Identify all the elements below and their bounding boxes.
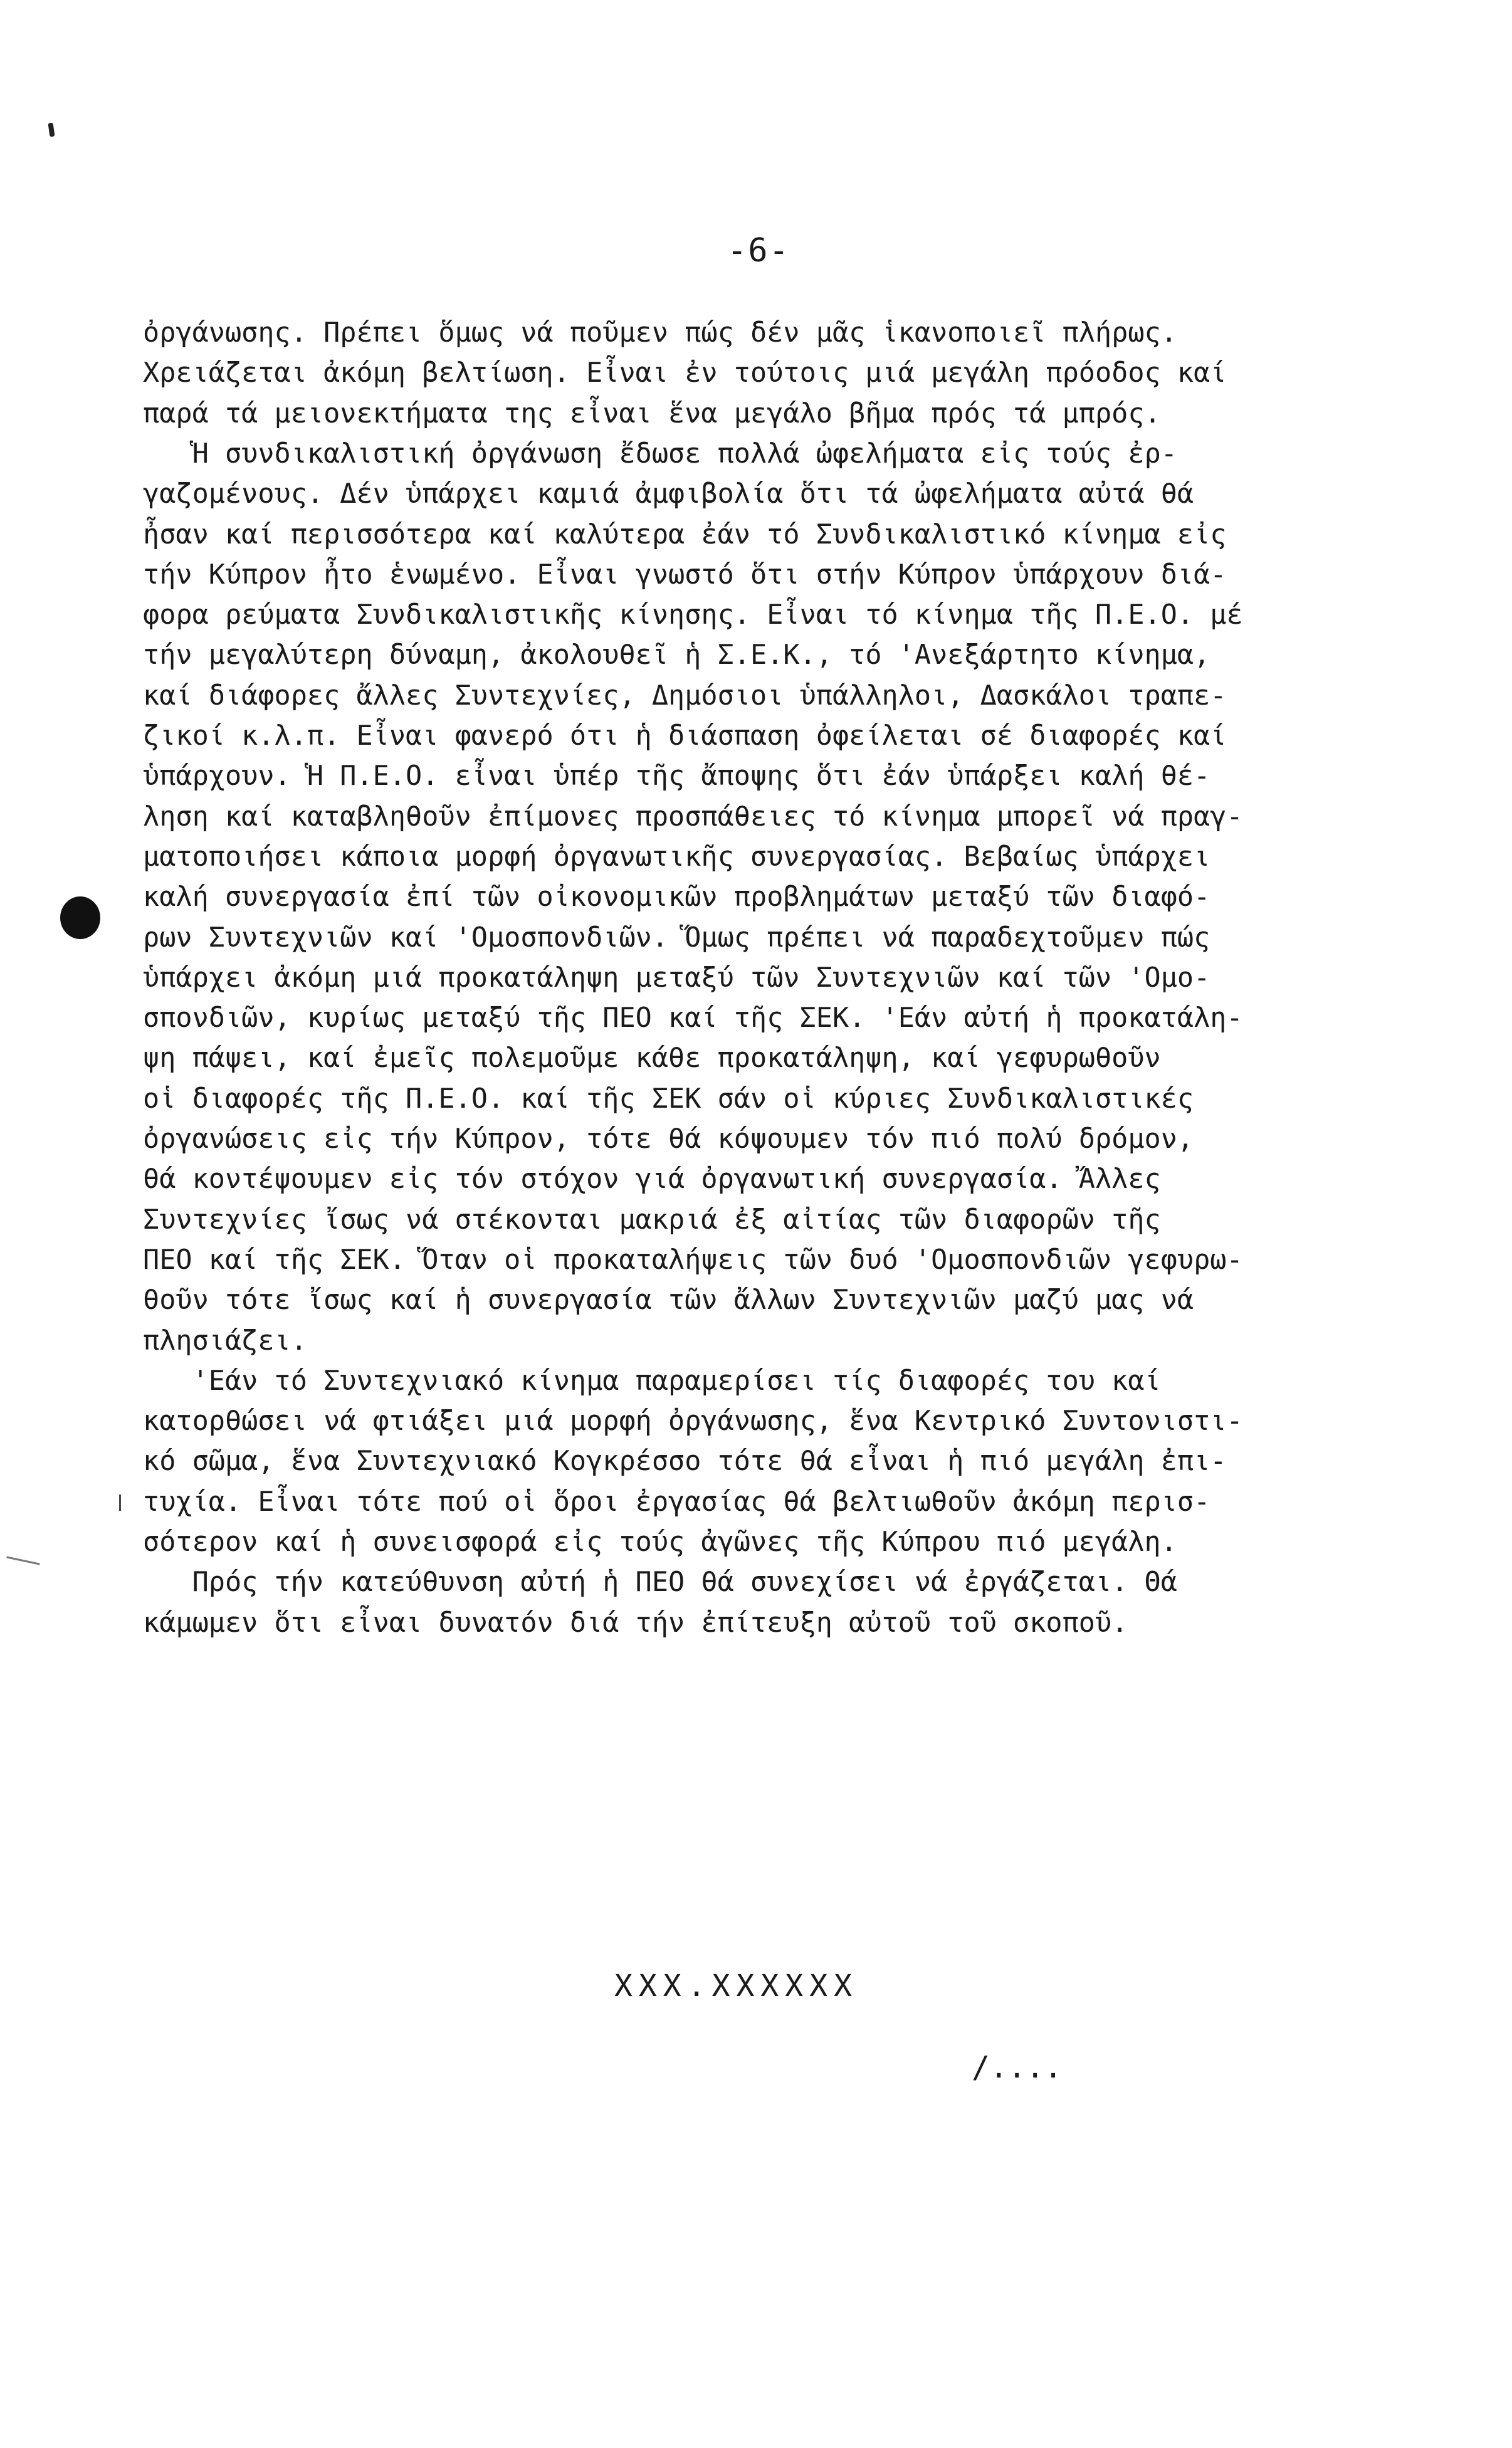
margin-mark xyxy=(6,1556,39,1565)
text-line: φορα ρεύματα Συνδικαλιστικῆς κίνησης. Εἶναι τό κίνημα τῆς Π.Ε.Ο. μέ xyxy=(143,599,1243,631)
text-line: ὀργάνωσης. Πρέπει ὅμως νά ποῦμεν πώς δέν μᾶς ἱκανοποιεῖ πλήρως. xyxy=(143,317,1177,349)
text-line: ΠΕΟ καί τῆς ΣΕΚ. Ὅταν οἱ προκαταλήψεις τῶν δυό 'Ομοσπονδιῶν γεφυρω- xyxy=(143,1244,1243,1276)
text-line: ζικοί κ.λ.π. Εἶναι φανερό ότι ἡ διάσπαση ὀφείλεται σέ διαφορές καί xyxy=(143,720,1227,752)
text-line: Ἡ συνδικαλιστική ὀργάνωση ἔδωσε πολλά ὠφελήματα εἰς τούς ἐρ- xyxy=(143,438,1177,470)
text-line: 'Εάν τό Συντεχνιακό κίνημα παραμερίσει τίς διαφορές του καί xyxy=(143,1365,1161,1397)
text-line: σπονδιῶν, κυρίως μεταξύ τῆς ΠΕΟ καί τῆς ΣΕΚ. 'Εάν αὐτή ἡ προκατάλη- xyxy=(143,1002,1243,1034)
continued-marker: /.... xyxy=(972,2050,1063,2085)
text-line: κάμωμεν ὅτι εἶναι δυνατόν διά τήν ἐπίτευξη αὐτοῦ τοῦ σκοποῦ. xyxy=(143,1607,1128,1639)
text-line: γαζομένους. Δέν ὑπάρχει καμιά ἀμφιβολία ὅτι τά ὠφελήματα αὐτά θά xyxy=(143,478,1194,510)
text-line: καί διάφορες ἄλλες Συντεχνίες, Δημόσιοι ὑπάλληλοι, Δασκάλοι τραπε- xyxy=(143,680,1227,712)
text-line: παρά τά μειονεκτήματα της εἶναι ἕνα μεγάλο βῆμα πρός τά μπρός. xyxy=(143,397,1161,429)
text-line: ὀργανώσεις εἰς τήν Κύπρον, τότε θά κόψουμεν τόν πιό πολύ δρόμον, xyxy=(143,1123,1194,1155)
text-line: ὑπάρχει ἀκόμη μιά προκατάληψη μεταξύ τῶν Συντεχνιῶν καί τῶν 'Ομο- xyxy=(143,962,1210,994)
text-line: Χρειάζεται ἀκόμη βελτίωση. Εἶναι ἐν τούτοις μιά μεγάλη πρόοδος καί xyxy=(143,357,1227,389)
text-line: Συντεχνίες ἴσως νά στέκονται μακριά ἐξ αἰτίας τῶν διαφορῶν τῆς xyxy=(143,1204,1161,1236)
margin-tick xyxy=(119,1495,121,1511)
text-line: ρων Συντεχνιῶν καί 'Ομοσπονδιῶν. Ὅμως πρέπει νά παραδεχτοῦμεν πώς xyxy=(143,922,1210,953)
text-line: θοῦν τότε ἴσως καί ἡ συνεργασία τῶν ἄλλων Συντεχνιῶν μαζύ μας νά xyxy=(143,1284,1194,1316)
section-end-marks: XXX.XXXXXX xyxy=(614,1968,858,2004)
text-line: θά κοντέψουμεν εἰς τόν στόχον γιά ὀργανωτική συνεργασία. Ἄλλες xyxy=(143,1164,1161,1195)
text-line: ψη πάψει, καί ἐμεῖς πολεμοῦμε κάθε προκατάληψη, καί γεφυρωθοῦν xyxy=(143,1043,1161,1074)
text-line: Πρός τήν κατεύθυνση αὐτή ἡ ΠΕΟ θά συνεχίσει νά ἐργάζεται. Θά xyxy=(143,1567,1177,1599)
page-number: -6- xyxy=(727,232,790,270)
text-line: κατορθώσει νά φτιάξει μιά μορφή ὀργάνωσης, ἕνα Κεντρικό Συντονιστι- xyxy=(143,1405,1243,1437)
text-line: τυχία. Εἶναι τότε πού οἱ ὅροι ἐργασίας θά βελτιωθοῦν ἀκόμη περισ- xyxy=(143,1486,1210,1518)
punch-hole xyxy=(60,896,100,939)
text-line: ὑπάρχουν. Ἡ Π.Ε.Ο. εἶναι ὑπέρ τῆς ἄποψης ὅτι ἐάν ὑπάρξει καλή θέ- xyxy=(143,760,1210,792)
text-line: οἱ διαφορές τῆς Π.Ε.Ο. καί τῆς ΣΕΚ σάν οἱ κύριες Συνδικαλιστικές xyxy=(143,1083,1194,1115)
text-line: ληση καί καταβληθοῦν ἐπίμονες προσπάθειες τό κίνημα μπορεῖ νά πραγ- xyxy=(143,801,1243,833)
ink-speck xyxy=(48,123,55,137)
text-line: σότερον καί ἡ συνεισφορά εἰς τούς ἀγῶνες τῆς Κύπρου πιό μεγάλη. xyxy=(143,1526,1177,1558)
text-line: τήν μεγαλύτερη δύναμη, ἀκολουθεῖ ἡ Σ.Ε.Κ., τό 'Ανεξάρτητο κίνημα, xyxy=(143,639,1210,671)
text-line: ἦσαν καί περισσότερα καί καλύτερα ἐάν τό Συνδικαλιστικό κίνημα εἰς xyxy=(143,518,1227,550)
text-line: τήν Κύπρον ἦτο ἑνωμένο. Εἶναι γνωστό ὅτι στήν Κύπρον ὑπάρχουν διά- xyxy=(143,559,1227,591)
text-line: κό σῶμα, ἕνα Συντεχνιακό Κογκρέσσο τότε θά εἶναι ἡ πιό μεγάλη ἐπι- xyxy=(143,1446,1227,1478)
text-line: καλή συνεργασία ἐπί τῶν οἰκονομικῶν προβλημάτων μεταξύ τῶν διαφό- xyxy=(143,881,1210,913)
text-line: ματοποιήσει κάποια μορφή ὀργανωτικῆς συνεργασίας. Βεβαίως ὑπάρχει xyxy=(143,841,1210,873)
text-line: πλησιάζει. xyxy=(143,1325,307,1357)
